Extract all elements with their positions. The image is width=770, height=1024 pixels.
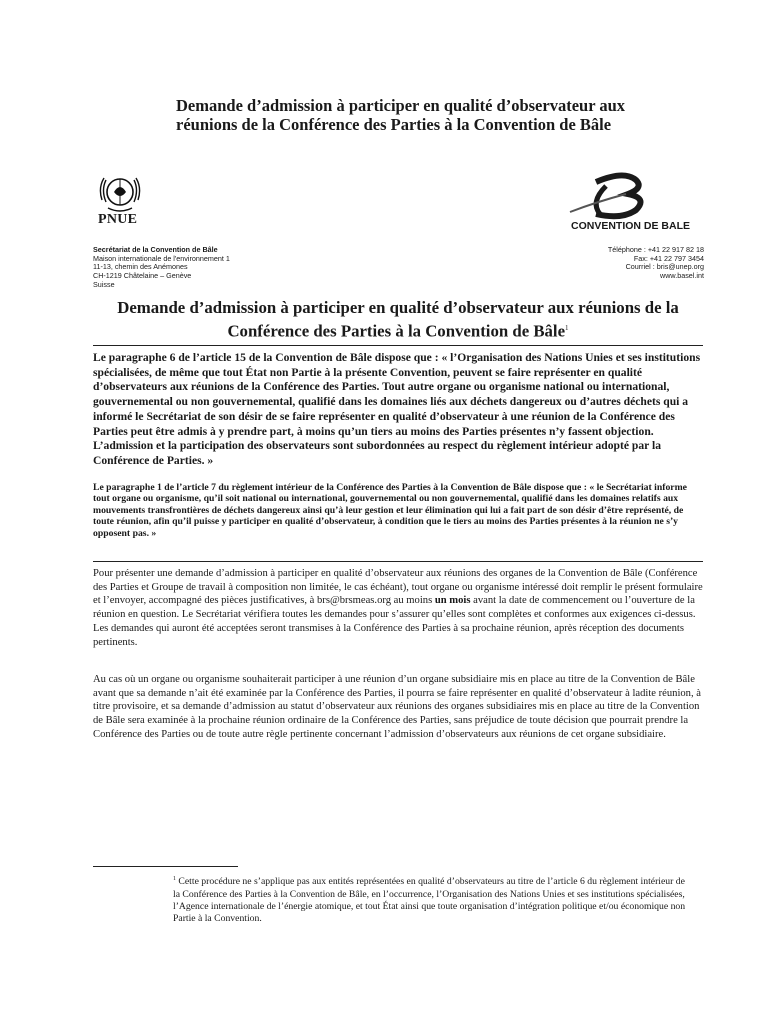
footnote-text: Cette procédure ne s’applique pas aux entités représentées en qualité d’observateurs au titre de l’article 6 du règlement intérieur de la Conférence des Parties à la Convention de Bâle, en l’occurrence, l’Organisation des Nations Unies et ses institutions spécialisées, l’Agence internationale de l’énergie atomique, et tout État ainsi que toute organisation d’intégration politique et/ou économique non Partie à la Convention. [173,876,686,925]
contact-email: Courriel : bris@unep.org [625,262,704,272]
submission-instructions [93,567,703,649]
contact-info [608,246,704,281]
section-divider [93,561,703,562]
article-15-quote: Le paragraphe 6 de l’article 15 de la Convention de Bâle dispose que : « l’Organisation des Nations Unies et ses institutions spécialisées, de même que tout État non Partie à la présente Convention, peuvent se faire représenter en qualité d’observateurs aux réunions de la Conférence des Parties. Tout autre organe ou organisme national ou international, gouvernemental ou non gouvernemental, qualifié dans les domaines liés aux déchets dangereux ou d’autres déchets qui a informé le Secrétariat de son désir de se faire représenter en qualité d’observateur à une réunion de la Conférence des Parties peut être admis à y prendre part, à moins qu’un tiers au moins des Parties présentes n’y fassent objection. L’admission et la participation des observateurs sont subordonnées au respect du règlement intérieur adopté par la Conférence de Parties. » [93,351,701,467]
subsidiary-body-paragraph: Au cas où un organe ou organisme souhaiterait participer à une réunion d’un organe subsidiaire mis en place au titre de la Convention de Bâle avant que sa demande n’ait été examinée par la Conférence des Parties, il pourra se faire représenter en qualité d’observateur à ladite réunion, à titre provisoire, et sa demande d’admission au statut d’observateur aux réunions des organes subsidiaires mis en place au titre de la Convention de Bâle sera examinée à la prochaine réunion ordinaire de la Conférence des Parties, sans préjudice de toute décision que pourrait prendre la Conférence des Parties ou de toute autre règle pertinente concernant l’admission d’observateurs aux réunions de cet organe subsidiaire. [93,674,701,740]
top-divider [93,345,703,346]
contact-phone: Téléphone : +41 22 917 82 18 [607,245,704,254]
rule-7-quote: Le paragraphe 1 de l’article 7 du règlement intérieur de la Conférence des Parties à la Convention de Bâle dispose que : « le Secrétariat informe tout organe ou organisme, qu’il soit national ou international, gouvernemental ou non gouvernemental, qualifié dans les domaines relatifs aux mouvements transfrontières de déchets dangereux ainsi qu’à leur gestion et leur élimination qui lui a fait part de son désir d’être représenté, de toute réunion, afin qu’il puisse y participer en qualité d’observateur, à condition que le tiers au moins des Parties présentes à la réunion ne s’y opposent pas. » [93,482,687,539]
instructions-text: Pour présenter une demande d’admission à participer en qualité d’observateur aux réunions des organes de la Convention de Bâle (Conférence des Parties et Groupe de travail à composition non limitée, le cas échéant), tout organe ou organisme intéressé doit remplir le présent formulaire et l’envoyer, accompagné des pièces justificatives, à brs@brsmeas.org au moins [93,568,703,607]
address-line: CH-1219 Châtelaine – Genève [93,271,192,281]
address-line: Maison internationale de l'environnement 1 [93,253,230,263]
secretariat-name: Secrétariat de la Convention de Bâle [93,245,218,254]
unep-emblem-icon [94,170,146,218]
document-header-title: Demande d’admission à participer en qualité d’observateur aux réunions de la Conférence des Parties à la Convention de Bâle [176,96,626,134]
instructions-text: avant la date de commencement ou l’ouverture de la réunion en question. Le Secrétariat vérifiera toutes les demandes pour s’assurer qu’elles sont complètes et conformes aux exigences ci-dessus. Les demandes qui auront été acceptées seront transmises à la Conférence des Parties à sa prochaine réunion, après réception des documents pertinents. [93,595,696,648]
address-line: Suisse [93,279,115,289]
footnote [173,873,693,926]
contact-website: www.basel.int [660,271,704,281]
basel-convention-logo-icon [566,172,658,220]
address-line: 11-13, chemin des Anémones [93,262,188,272]
basel-convention-logo-label: CONVENTION DE BALE [571,220,691,232]
deadline-emphasis: un mois [434,595,471,607]
pnue-logo-label: PNUE [98,212,138,227]
main-title [93,298,703,342]
contact-fax: Fax: +41 22 797 3454 [633,253,704,263]
footnote-reference: 1 [565,324,569,332]
footnote-divider [93,866,238,867]
footnote-mark: 1 [173,876,176,882]
main-title-text: Demande d’admission à participer en qualité d’observateur aux réunions de la Conférence des Parties à la Convention de Bâle [117,298,679,341]
secretariat-address [93,246,230,290]
